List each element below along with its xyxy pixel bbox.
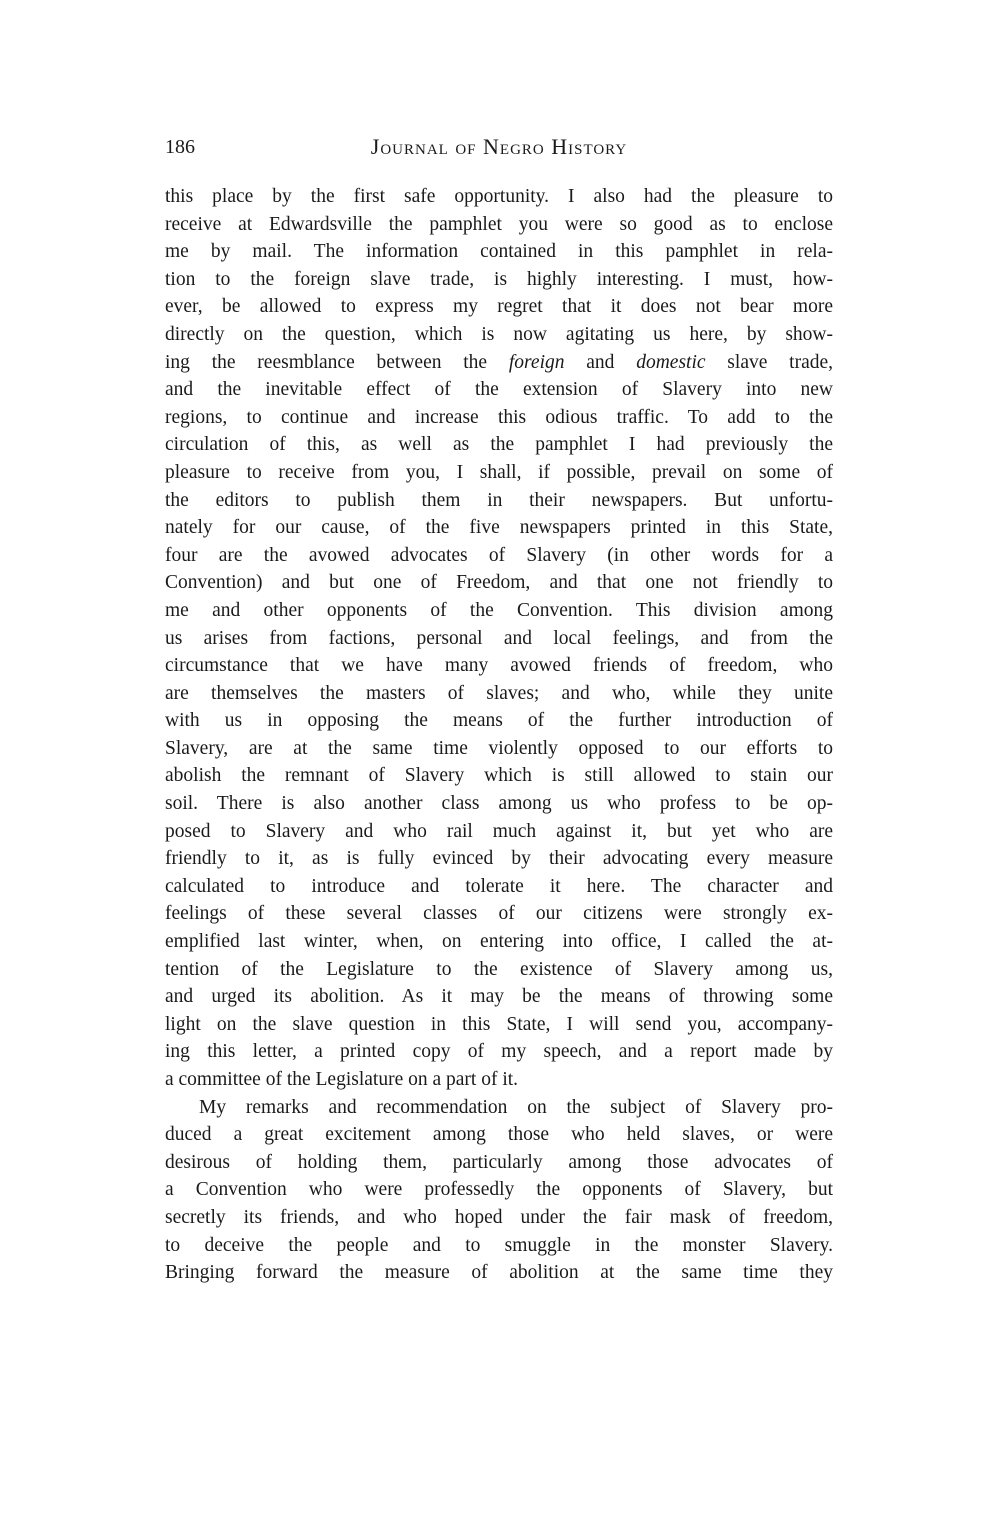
text-line: friendly to it, as is fully evinced by their advocating every measure xyxy=(165,848,833,870)
text-line: regions, to continue and increase this odious traffic. To add to the xyxy=(165,406,833,428)
text-line: to deceive the people and to smuggle in the monster Slavery. xyxy=(165,1234,833,1256)
text-line: Slavery, are at the same time violently opposed to our efforts to xyxy=(165,737,833,759)
text-line: light on the slave question in this State, I will send you, accompany- xyxy=(165,1013,833,1035)
text-line: secretly its friends, and who hoped under the fair mask of freedom, xyxy=(165,1206,833,1228)
text-line: ing this letter, a printed copy of my speech, and a report made by xyxy=(165,1041,833,1063)
text-line: nately for our cause, of the five newspapers printed in this State, xyxy=(165,517,833,539)
body-text xyxy=(165,183,833,1287)
text-line: and urged its abolition. As it may be the means of throwing some xyxy=(165,986,833,1008)
text-line: this place by the first safe opportunity. I also had the pleasure to xyxy=(165,186,833,207)
text-line: are themselves the masters of slaves; and who, while they unite xyxy=(165,682,833,704)
text-line: directly on the question, which is now agitating us here, by show- xyxy=(165,323,833,345)
italic-word-foreign: foreign xyxy=(508,351,565,373)
text-segment: and xyxy=(564,351,637,373)
italic-word-domestic: domestic xyxy=(636,351,706,373)
text-line: and the inevitable effect of the extension of Slavery into new xyxy=(165,379,833,401)
text-line: tention of the Legislature to the existence of Slavery among us, xyxy=(165,958,833,980)
paragraph-2 xyxy=(165,1094,833,1287)
text-line: circumstance that we have many avowed friends of freedom, who xyxy=(165,655,833,677)
text-line-with-italics xyxy=(165,349,833,377)
text-line: me by mail. The information contained in this pamphlet in rela- xyxy=(165,241,833,263)
text-line: a Convention who were professedly the opponents of Slavery, but xyxy=(165,1179,833,1201)
text-line: duced a great excitement among those who held slaves, or were xyxy=(165,1124,833,1146)
text-line: Bringing forward the measure of abolition at the same time they xyxy=(165,1262,833,1284)
text-line: with us in opposing the means of the further introduction of xyxy=(165,710,833,732)
text-segment: ing the reesmblance between the xyxy=(165,351,509,373)
text-line: feelings of these several classes of our citizens were strongly ex- xyxy=(165,903,833,925)
text-line: posed to Slavery and who rail much against it, but yet who are xyxy=(165,820,833,842)
text-line: four are the avowed advocates of Slavery (in other words for a xyxy=(165,544,833,566)
text-line: me and other opponents of the Convention. This division among xyxy=(165,599,833,621)
text-line: ever, be allowed to express my regret that it does not bear more xyxy=(165,296,833,318)
text-line: Convention) and but one of Freedom, and that one not friendly to xyxy=(165,572,833,594)
running-head xyxy=(165,132,833,166)
journal-title: Journal of Negro History xyxy=(370,134,628,159)
text-line: abolish the remnant of Slavery which is still allowed to stain our xyxy=(165,765,833,787)
paragraph-1 xyxy=(165,183,833,1094)
text-line: a committee of the Legislature on a part of it. xyxy=(165,1069,519,1090)
text-line: us arises from factions, personal and local feelings, and from the xyxy=(165,627,833,649)
text-line: soil. There is also another class among us who profess to be op- xyxy=(165,793,833,815)
page-number: 186 xyxy=(165,136,195,158)
text-line: desirous of holding them, particularly among those advocates of xyxy=(165,1151,833,1173)
text-line: calculated to introduce and tolerate it here. The character and xyxy=(165,875,833,897)
text-line: tion to the foreign slave trade, is highly interesting. I must, how- xyxy=(165,268,833,290)
text-line: receive at Edwardsville the pamphlet you were so good as to enclose xyxy=(165,213,833,235)
text-line: circulation of this, as well as the pamphlet I had previously the xyxy=(165,434,833,456)
text-line: emplified last winter, when, on entering into office, I called the at- xyxy=(165,931,833,953)
text-line: pleasure to receive from you, I shall, if possible, prevail on some of xyxy=(165,461,833,483)
text-segment: slave trade, xyxy=(705,351,833,373)
text-line: My remarks and recommendation on the subject of Slavery pro- xyxy=(199,1096,833,1118)
text-line: the editors to publish them in their newspapers. But unfortu- xyxy=(165,489,833,511)
